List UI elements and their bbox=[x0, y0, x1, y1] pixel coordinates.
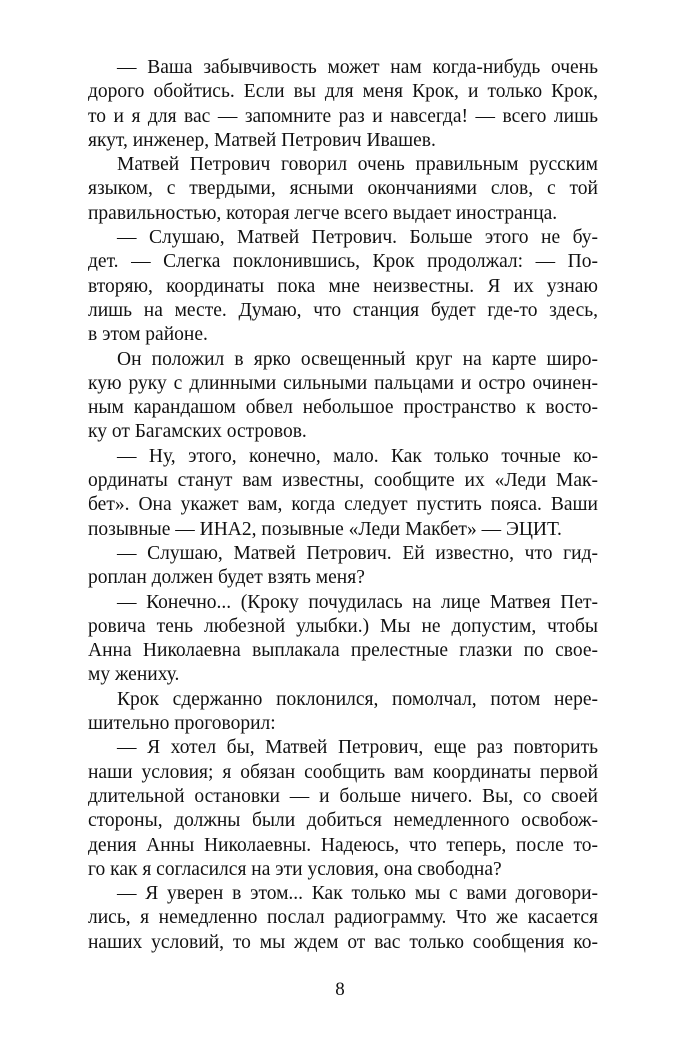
text-line: ным карандашом обвел небольшое пространство к восто- bbox=[88, 397, 598, 419]
text-line: лись, я немедленно послал радиограмму. Что же касается bbox=[88, 907, 598, 929]
text-line: дения Анны Николаевны. Надеюсь, что теперь, после то- bbox=[88, 834, 598, 856]
text-line: Он положил в ярко освещенный круг на карте широ- bbox=[117, 348, 598, 370]
text-line: Матвей Петрович говорил очень правильным русским bbox=[117, 154, 598, 176]
body-text bbox=[88, 56, 598, 955]
text-line: в этом районе. bbox=[88, 324, 208, 346]
text-line: ровича тень любезной улыбки.) Мы не допустим, чтобы bbox=[88, 615, 598, 637]
text-line: длительной остановки — и больше ничего. Вы, со своей bbox=[88, 785, 598, 807]
text-line: то и я для вас — запомните раз и навсегда! — всего лишь bbox=[88, 105, 598, 127]
text-line: — Слушаю, Матвей Петрович. Больше этого не бу- bbox=[117, 227, 598, 249]
text-line: му жениху. bbox=[88, 664, 180, 686]
text-line: ку от Багамских островов. bbox=[88, 421, 307, 443]
text-line: — Слушаю, Матвей Петрович. Ей известно, что гид- bbox=[117, 542, 598, 564]
text-line: якут, инженер, Матвей Петрович Ивашев. bbox=[88, 129, 436, 151]
text-line: Крок сдержанно поклонился, помолчал, потом нере- bbox=[117, 688, 598, 710]
text-line: правильностью, которая легче всего выдает иностранца. bbox=[88, 202, 558, 224]
text-line: лишь на месте. Думаю, что станция будет где-то здесь, bbox=[88, 299, 598, 321]
text-line: го как я согласился на эти условия, она свободна? bbox=[88, 858, 502, 880]
text-line: — Ну, этого, конечно, мало. Как только точные ко- bbox=[117, 445, 598, 467]
text-line: бет». Она укажет вам, когда следует пустить пояса. Ваши bbox=[88, 494, 598, 516]
text-line: шительно проговорил: bbox=[88, 713, 276, 735]
text-line: — Ваша забывчивость может нам когда-нибудь очень bbox=[117, 57, 598, 78]
text-line: наших условий, то мы ждем от вас только сообщения ко- bbox=[88, 931, 598, 953]
text-line: — Конечно... (Кроку почудилась на лице Матвея Пет- bbox=[117, 591, 598, 613]
text-line: дорого обойтись. Если вы для меня Крок, и только Крок, bbox=[88, 81, 598, 103]
text-line: дет. — Слегка поклонившись, Крок продолжал: — По- bbox=[88, 251, 598, 273]
text-line: позывные — ИНА2, позывные «Леди Макбет» — ЭЦИТ. bbox=[88, 518, 562, 540]
page-number: 8 bbox=[335, 979, 345, 1000]
text-line: стороны, должны были добиться немедленного освобож- bbox=[88, 810, 598, 832]
text-line: роплан должен будет взять меня? bbox=[88, 567, 365, 589]
text-line: наши условия; я обязан сообщить вам координаты первой bbox=[88, 761, 598, 783]
text-line: языком, с твердыми, ясными окончаниями слов, с той bbox=[88, 178, 598, 200]
text-line: Анна Николаевна выплакала прелестные глазки по свое- bbox=[88, 640, 598, 662]
text-line: — Я хотел бы, Матвей Петрович, еще раз повторить bbox=[117, 737, 598, 759]
text-line: кую руку с длинными сильными пальцами и остро очинен- bbox=[88, 372, 598, 394]
text-line: ординаты станут вам известны, сообщите их «Леди Мак- bbox=[88, 470, 598, 492]
text-line: — Я уверен в этом... Как только мы с вами договори- bbox=[117, 883, 598, 905]
text-line: вторяю, координаты пока мне неизвестны. Я их узнаю bbox=[88, 275, 598, 297]
